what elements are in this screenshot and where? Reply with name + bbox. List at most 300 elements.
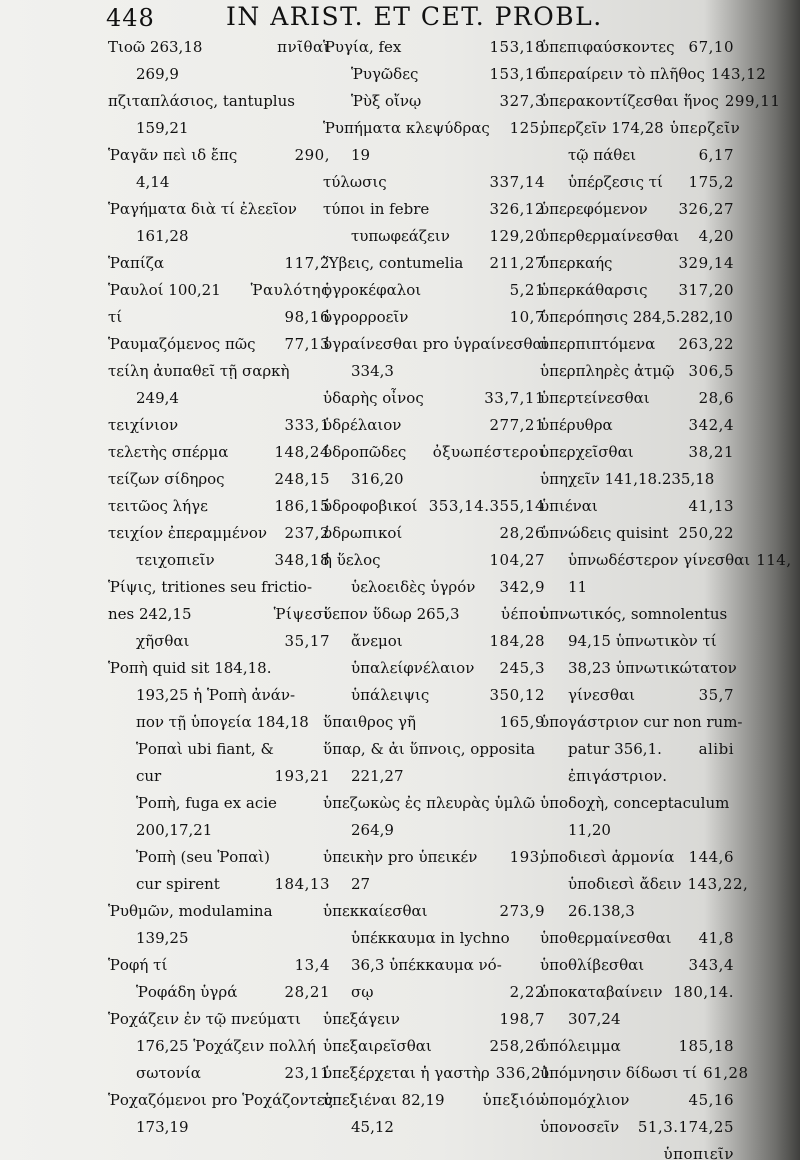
index-entry: [540, 277, 734, 304]
index-entry: [540, 493, 734, 520]
entry-reference: 129,20: [489, 227, 545, 245]
entry-term: ὑποθερμαίνεσθαι: [540, 929, 672, 947]
index-entry: [540, 115, 741, 142]
index-entry: [323, 1087, 545, 1114]
index-entry: [323, 331, 549, 358]
entry-term: 249,4: [136, 389, 179, 407]
index-entry: [108, 925, 330, 952]
entry-term: ὑπερτείνεσθαι: [540, 389, 650, 407]
entry-reference: 143,12: [710, 65, 767, 83]
index-entry: [323, 844, 545, 871]
entry-reference: 143,22,: [687, 875, 749, 893]
entry-term: ὑπιέναι: [540, 497, 598, 515]
entry-reference: 2,22: [509, 983, 545, 1001]
index-entry: [108, 1006, 330, 1033]
entry-term: τελετὴς σπέρμα: [108, 443, 229, 461]
index-entry: [108, 61, 330, 88]
entry-term: ἡ ὕελος: [323, 551, 381, 569]
entry-term: 193,25 ἡ Ῥοπὴ ἀνάν-: [136, 686, 296, 704]
entry-term: Ῥαπίζα: [108, 254, 164, 272]
index-entry: [540, 1114, 734, 1141]
index-entry: [323, 655, 545, 682]
entry-term: ὑπερπληρὲς ἀτμῷ: [540, 362, 675, 380]
entry-reference: 51,3.174,25: [637, 1118, 734, 1136]
index-entry: [108, 682, 330, 709]
entry-term: τῷ πάθει: [568, 146, 636, 164]
index-entry: [540, 304, 734, 331]
entry-reference: 117,2: [284, 254, 330, 272]
index-entry: [540, 601, 734, 628]
entry-reference: 237,2: [284, 524, 330, 542]
entry-reference: 35,7: [698, 686, 734, 704]
index-entry: [323, 925, 545, 952]
entry-term: ὑπόμνησιν δίδωσι τί: [540, 1064, 698, 1082]
index-entry: [323, 574, 545, 601]
index-entry: [108, 547, 330, 574]
entry-term: ὕεπον ὕδωρ 265,3: [323, 605, 460, 623]
entry-term: 264,9: [351, 821, 394, 839]
entry-term: ὑπέκκαυμα in lychno: [351, 929, 510, 947]
entry-term: 4,14: [136, 173, 170, 191]
index-entry: [108, 574, 330, 601]
index-entry: [540, 169, 734, 196]
entry-term: ὑπεικὴν pro ὑπεικέν: [323, 848, 478, 866]
index-entry: [540, 574, 734, 601]
entry-term: Ῥοφάδη ὑγρά: [136, 983, 238, 1001]
entry-reference: 114,: [756, 551, 792, 569]
entry-term: ὑγρορροεῖν: [323, 308, 409, 326]
entry-reference: 6,17: [698, 146, 734, 164]
entry-term: ὑπνωτικός, somnolentus: [540, 605, 728, 623]
index-entry: [108, 1087, 333, 1114]
entry-reference: 104,27: [489, 551, 545, 569]
entry-reference: Ῥίψεσι: [273, 605, 330, 623]
index-entry: [323, 493, 545, 520]
entry-term: πον τῇ ὑπογεία 184,18: [136, 713, 309, 731]
entry-term: ὑποθλίβεσθαι: [540, 956, 645, 974]
entry-reference: 329,14: [678, 254, 734, 272]
index-entry: [108, 817, 330, 844]
entry-term: Ῥυγῶδες: [351, 65, 419, 83]
index-entry: [323, 277, 545, 304]
entry-reference: 250,22: [678, 524, 734, 542]
entry-term: ὑελοειδὲς ὑγρόν: [351, 578, 476, 596]
index-entry: [323, 979, 545, 1006]
page-header: [0, 0, 760, 32]
entry-term: ὑπεκκαίεσθαι: [323, 902, 428, 920]
entry-term: Ῥίψις, tritiones seu frictio-: [108, 578, 313, 596]
entry-term: ὑδρωπικοί: [323, 524, 403, 542]
index-entry: [540, 223, 734, 250]
index-entry: [540, 628, 734, 655]
index-entry: [540, 979, 734, 1006]
entry-term: σῳ: [351, 983, 374, 1001]
index-entry: [540, 331, 734, 358]
entry-reference: ὑπερζεῖν: [669, 119, 741, 137]
index-entry: [540, 952, 734, 979]
entry-term: ὑδροφοβικοί: [323, 497, 418, 515]
entry-term: ὑποδοχὴ, conceptaculum: [540, 794, 730, 812]
index-entry: [108, 871, 330, 898]
entry-term: ὑδρέλαιον: [323, 416, 402, 434]
index-entry: [108, 952, 330, 979]
entry-term: ὑπέρζεσις τί: [568, 173, 663, 191]
entry-term: 45,12: [351, 1118, 394, 1136]
index-entry: [323, 304, 545, 331]
index-entry: [323, 385, 545, 412]
entry-term: Ῥοπὴ (seu Ῥοπαὶ): [136, 848, 270, 866]
entry-reference: 245,3: [499, 659, 545, 677]
entry-term: ὑπεζωκὼς ἐς πλευρὰς ὑμλῶ: [323, 794, 536, 812]
entry-term: ὑπηχεῖν 141,18.235,18: [540, 470, 715, 488]
index-entry: [323, 196, 545, 223]
entry-reference: 125,: [509, 119, 545, 137]
entry-reference: 333,1: [284, 416, 330, 434]
index-entry: [323, 952, 545, 979]
index-entry: [540, 61, 767, 88]
entry-term: 176,25 Ῥοχάζειν πολλή: [136, 1037, 316, 1055]
index-entry: [540, 466, 734, 493]
entry-reference: 41,8: [698, 929, 734, 947]
entry-reference: ὑποπιεῖν: [663, 1145, 734, 1163]
entry-term: Ῥοχαζόμενοι pro Ῥοχάζοντες: [108, 1091, 333, 1109]
index-entry: [108, 763, 330, 790]
entry-term: Ῥυθμῶν, modulamina: [108, 902, 273, 920]
entry-reference: 336,21: [495, 1064, 552, 1082]
entry-term: Ῥὺξ οἴνῳ: [351, 92, 422, 110]
entry-reference: Ῥαυλότης: [250, 281, 330, 299]
index-entry: [540, 844, 734, 871]
entry-term: ὑπεραίρειν τὸ πλῆθος: [540, 65, 705, 83]
index-entry: [323, 520, 545, 547]
entry-term: 27: [351, 875, 371, 893]
entry-term: τειτῶος λήγε: [108, 497, 208, 515]
entry-reference: 153,16: [489, 65, 545, 83]
entry-term: Ῥοφή τί: [108, 956, 168, 974]
entry-term: patur 356,1.: [568, 740, 662, 758]
entry-reference: 4,20: [698, 227, 734, 245]
index-entry: [323, 601, 545, 628]
index-entry: [108, 898, 330, 925]
index-entry: [540, 655, 737, 682]
index-entry: [108, 520, 330, 547]
index-entry: [540, 682, 734, 709]
entry-term: ὑπαλείφνέλαιον: [351, 659, 475, 677]
entry-term: τείζων σίδηρος: [108, 470, 225, 488]
entry-reference: 33,7,11: [484, 389, 545, 407]
entry-term: τύποι in febre: [323, 200, 430, 218]
index-entry: [323, 709, 545, 736]
entry-reference: 348,18: [274, 551, 330, 569]
entry-reference: πνῖθαι: [277, 38, 330, 56]
entry-term: nes 242,15: [108, 605, 192, 623]
entry-term: ὑποκαταβαίνειν: [540, 983, 663, 1001]
entry-term: 139,25: [136, 929, 189, 947]
entry-reference: 317,20: [678, 281, 734, 299]
entry-term: Τιοῶ 263,18: [108, 38, 203, 56]
index-entry: [540, 736, 734, 763]
index-entry: [108, 466, 330, 493]
index-entry: [108, 412, 330, 439]
index-entry: [323, 169, 545, 196]
entry-term: 11: [568, 578, 588, 596]
entry-term: ὑπεπιφαύσκοντες: [540, 38, 675, 56]
index-entry: [108, 709, 330, 736]
index-entry: [108, 250, 330, 277]
index-entry: [540, 709, 743, 736]
entry-reference: 186,15: [274, 497, 330, 515]
entry-reference: 327,3: [499, 92, 545, 110]
entry-term: ὑπερχεῖσθαι: [540, 443, 634, 461]
index-entry: [323, 1114, 545, 1141]
index-entry: [323, 439, 545, 466]
index-entry: [108, 493, 330, 520]
entry-term: ὑδαρὴς οἶνος: [323, 389, 424, 407]
entry-term: ἄνεμοι: [351, 632, 403, 650]
index-entry: [540, 1060, 749, 1087]
entry-reference: 165,9: [499, 713, 545, 731]
index-entry: [323, 1006, 545, 1033]
entry-term: 36,3 ὑπέκκαυμα νό-: [351, 956, 502, 974]
entry-term: Ῥαγᾶν πεὶ ιδ ἔπς: [108, 146, 238, 164]
entry-term: ὑπεξάγειν: [323, 1010, 400, 1028]
index-entry: [323, 628, 545, 655]
entry-term: 307,24: [568, 1010, 621, 1028]
entry-reference: 326,27: [678, 200, 734, 218]
entry-reference: 41,13: [688, 497, 734, 515]
entry-reference: ὑέποι: [500, 605, 545, 623]
entry-reference: 180,14.: [673, 983, 734, 1001]
entry-term: ἐπιγάστριον.: [568, 767, 668, 785]
entry-term: τύλωσις: [323, 173, 387, 191]
index-entry: [540, 871, 749, 898]
entry-reference: 10,7: [509, 308, 545, 326]
entry-reference: 342,9: [499, 578, 545, 596]
index-entry: [540, 88, 781, 115]
entry-term: ὑπερόπησις 284,5.282,10: [540, 308, 733, 326]
entry-reference: 263,22: [678, 335, 734, 353]
index-entry: [108, 88, 330, 115]
index-entry: [323, 736, 545, 763]
running-title: IN ARIST. ET CET. PROBL.: [226, 2, 603, 31]
index-entry: [540, 250, 734, 277]
index-entry: [540, 358, 734, 385]
index-entry: [108, 601, 330, 628]
entry-term: Ῥυγία, fex: [323, 38, 402, 56]
entry-term: 269,9: [136, 65, 179, 83]
index-entry: [323, 412, 545, 439]
entry-reference: ὀξυωπέστεροι: [432, 443, 545, 461]
index-entry: [108, 844, 330, 871]
index-column-2: [323, 34, 552, 1141]
index-entry: [323, 34, 545, 61]
entry-term: 221,27: [351, 767, 404, 785]
index-entry: [540, 1033, 734, 1060]
index-entry: [540, 385, 734, 412]
entry-term: ὑγραίνεσθαι pro ὑγραίνεσθαι: [323, 335, 549, 353]
entry-term: 200,17,21: [136, 821, 213, 839]
entry-term: 161,28: [136, 227, 189, 245]
entry-reference: 184,13: [274, 875, 330, 893]
entry-term: ὑπεξιέναι 82,19: [323, 1091, 445, 1109]
entry-reference: 28,6: [698, 389, 734, 407]
entry-term: 334,3: [351, 362, 394, 380]
entry-term: Ῥοπὴ quid sit 184,18.: [108, 659, 272, 677]
entry-reference: ὑπεξιόν: [482, 1091, 545, 1109]
entry-reference: 306,5: [688, 362, 734, 380]
entry-term: Ὕβεις, contumelia: [323, 254, 464, 272]
entry-term: ὑπογάστριον cur non rum-: [540, 713, 743, 731]
index-entry: [540, 1087, 734, 1114]
index-entry: [108, 1033, 330, 1060]
index-entry: [108, 628, 330, 655]
entry-term: 19: [351, 146, 371, 164]
entry-term: πζιταπλάσιος, tantuplus: [108, 92, 295, 110]
entry-term: ὑπνωδέστερον γίνεσθαι: [568, 551, 751, 569]
entry-reference: 273,9: [499, 902, 545, 920]
entry-reference: 5,21: [509, 281, 545, 299]
index-entry: [108, 736, 330, 763]
index-entry: [108, 223, 330, 250]
entry-reference: 353,14.355,14: [428, 497, 545, 515]
entry-term: ὑπονοσεῖν: [540, 1118, 620, 1136]
index-entry: [540, 790, 734, 817]
entry-term: ὑπάλειψις: [351, 686, 430, 704]
entry-reference: 28,26: [499, 524, 545, 542]
entry-reference: alibi: [698, 740, 734, 758]
entry-term: ὑπεξαιρεῖσθαι: [323, 1037, 432, 1055]
index-entry: [108, 331, 330, 358]
index-entry: [323, 898, 545, 925]
index-entry: [108, 169, 330, 196]
entry-term: Ῥοπαὶ ubi fiant, &: [136, 740, 274, 758]
entry-term: ὑπνώδεις quisint: [540, 524, 669, 542]
entry-term: ὑποδιεσὶ ἁρμονία: [540, 848, 675, 866]
entry-reference: 248,15: [274, 470, 330, 488]
entry-reference: 184,28: [489, 632, 545, 650]
index-entry: [323, 250, 545, 277]
index-entry: [108, 1060, 330, 1087]
index-entry: [540, 1141, 734, 1168]
index-entry: [108, 979, 330, 1006]
entry-term: ὑγροκέφαλοι: [323, 281, 422, 299]
index-entry: [540, 547, 792, 574]
index-entry: [540, 817, 734, 844]
entry-reference: 193,: [509, 848, 545, 866]
index-entry: [323, 223, 545, 250]
index-entry: [323, 88, 545, 115]
index-entry: [108, 439, 330, 466]
entry-reference: 350,12: [489, 686, 545, 704]
entry-term: ὕπαρ, & ἀι ὕπνοις, opposita: [323, 740, 536, 758]
entry-term: 38,23 ὑπνωτικώτατον: [568, 659, 737, 677]
entry-reference: 148,24: [274, 443, 330, 461]
entry-term: ὕπαιθρος γῆ: [323, 713, 416, 731]
entry-reference: 45,16: [688, 1091, 734, 1109]
entry-term: 159,21: [136, 119, 189, 137]
entry-term: σωτονία: [136, 1064, 201, 1082]
index-entry: [108, 34, 330, 61]
entry-term: Ῥαυλοί 100,21: [108, 281, 221, 299]
entry-term: ὑπερθερμαίνεσθαι: [540, 227, 680, 245]
entry-reference: 185,18: [678, 1037, 734, 1055]
index-entry: [323, 115, 545, 142]
entry-term: 173,19: [136, 1118, 189, 1136]
index-entry: [323, 790, 545, 817]
index-entry: [323, 1033, 545, 1060]
entry-reference: 23,11: [284, 1064, 330, 1082]
entry-reference: 13,4: [294, 956, 330, 974]
entry-reference: 198,7: [499, 1010, 545, 1028]
entry-term: ὑποδιεσὶ ἄδειν: [568, 875, 682, 893]
entry-reference: 337,14: [489, 173, 545, 191]
entry-reference: 61,28: [703, 1064, 749, 1082]
entry-reference: 299,11: [724, 92, 781, 110]
entry-reference: 193,21: [274, 767, 330, 785]
index-entry: [323, 466, 545, 493]
entry-reference: 343,4: [688, 956, 734, 974]
entry-term: Ῥοχάζειν ἐν τῷ πνεύματι: [108, 1010, 301, 1028]
entry-term: Ῥαγήματα διὰ τί ἐλεεῖον: [108, 200, 297, 218]
entry-term: ὑπόλειμμα: [540, 1037, 621, 1055]
index-entry: [540, 898, 734, 925]
entry-reference: 35,17: [284, 632, 330, 650]
index-entry: [108, 277, 330, 304]
index-entry: [108, 358, 330, 385]
index-entry: [323, 61, 545, 88]
index-entry: [323, 142, 545, 169]
index-entry: [540, 763, 734, 790]
index-entry: [108, 655, 330, 682]
entry-term: cur spirent: [136, 875, 220, 893]
page-number: 448: [106, 4, 155, 32]
entry-reference: 211,27: [489, 254, 545, 272]
entry-term: ὑπερκαής: [540, 254, 613, 272]
entry-term: τειχίνιον: [108, 416, 179, 434]
entry-term: 316,20: [351, 470, 404, 488]
index-entry: [108, 142, 330, 169]
entry-reference: 258,26: [489, 1037, 545, 1055]
entry-term: 11,20: [568, 821, 611, 839]
index-entry: [108, 790, 330, 817]
index-entry: [540, 925, 734, 952]
entry-term: ὑπομόχλιον: [540, 1091, 630, 1109]
index-entry: [323, 547, 545, 574]
entry-term: Ῥυπήματα κλεψύδρας: [323, 119, 490, 137]
index-entry: [540, 1006, 734, 1033]
entry-reference: 28,21: [284, 983, 330, 1001]
entry-term: χῆσθαι: [136, 632, 190, 650]
entry-term: 94,15 ὑπνωτικὸν τί: [568, 632, 717, 650]
entry-term: ὑπερπιπτόμενα: [540, 335, 656, 353]
entry-term: ὑπέρυθρα: [540, 416, 613, 434]
index-entry: [323, 358, 545, 385]
entry-term: cur: [136, 767, 162, 785]
entry-reference: 77,13: [284, 335, 330, 353]
entry-term: τειχίον ἐπεραμμένον: [108, 524, 268, 542]
entry-reference: 342,4: [688, 416, 734, 434]
entry-reference: 277,21: [489, 416, 545, 434]
entry-term: ὑδροπῶδες: [323, 443, 407, 461]
entry-term: ὑπερζεῖν 174,28: [540, 119, 664, 137]
index-entry: [323, 763, 545, 790]
entry-reference: 326,12: [489, 200, 545, 218]
index-entry: [323, 871, 545, 898]
entry-term: τυπωφεάζειν: [351, 227, 450, 245]
entry-reference: 38,21: [688, 443, 734, 461]
entry-term: ὑπερκάθαρσις: [540, 281, 648, 299]
entry-reference: 290,: [294, 146, 330, 164]
